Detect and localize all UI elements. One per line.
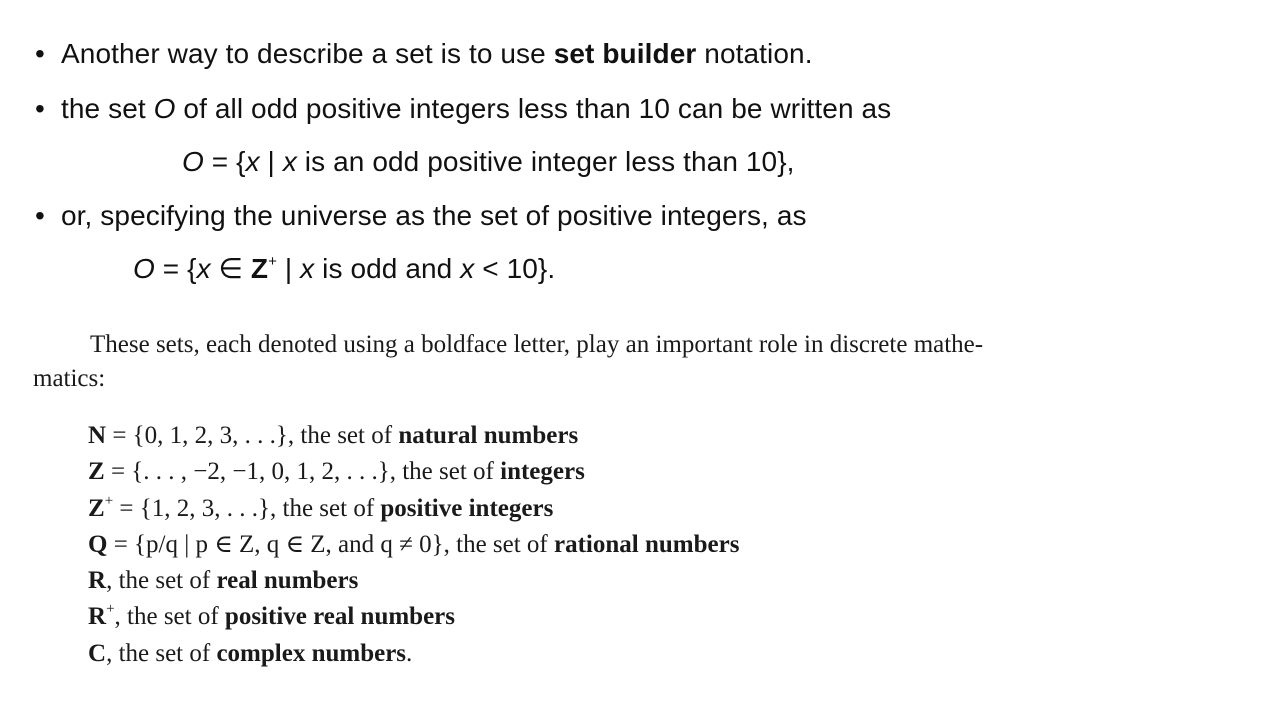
def-positive-real-numbers: R+, the set of positive real numbers [88, 601, 456, 630]
bullet-2-italic: O [153, 93, 176, 124]
bullet-icon: • [35, 200, 45, 231]
def-rational-numbers: Q = {p/q | p ∈ Z, q ∈ Z, and q ≠ 0}, the set of rational numbers [88, 531, 740, 558]
equation-set-builder: O = {x | x is an odd positive integer less than 10}, [182, 146, 795, 177]
bullet-icon: • [35, 38, 45, 69]
bullet-2-post: of all odd positive integers less than 10 can be written as [175, 93, 892, 124]
def-real-numbers: R, the set of real numbers [88, 567, 359, 594]
book-intro-line-2: matics: [33, 365, 106, 392]
bullet-icon: • [35, 93, 45, 124]
bullet-1-pre: Another way to describe a set is to use [61, 38, 554, 69]
def-positive-integers: Z+ = {1, 2, 3, . . .}, the set of positive integers [88, 493, 554, 522]
def-natural-numbers: N = {0, 1, 2, 3, . . .}, the set of natural numbers [88, 422, 579, 449]
bullet-1-bold: set builder [553, 38, 697, 69]
bullet-2-pre: the set [61, 93, 154, 124]
bullet-1-post: notation. [696, 38, 813, 69]
book-intro-line-1: These sets, each denoted using a boldface letter, play an important role in discrete mathe- [90, 331, 984, 358]
equation-universe: O = {x ∈ Z+ | x is odd and x < 10}. [133, 253, 556, 284]
def-integers: Z = {. . . , −2, −1, 0, 1, 2, . . .}, the set of integers [88, 458, 585, 485]
bullet-3-text: or, specifying the universe as the set of positive integers, as [61, 200, 807, 231]
def-complex-numbers: C, the set of complex numbers. [88, 640, 413, 667]
